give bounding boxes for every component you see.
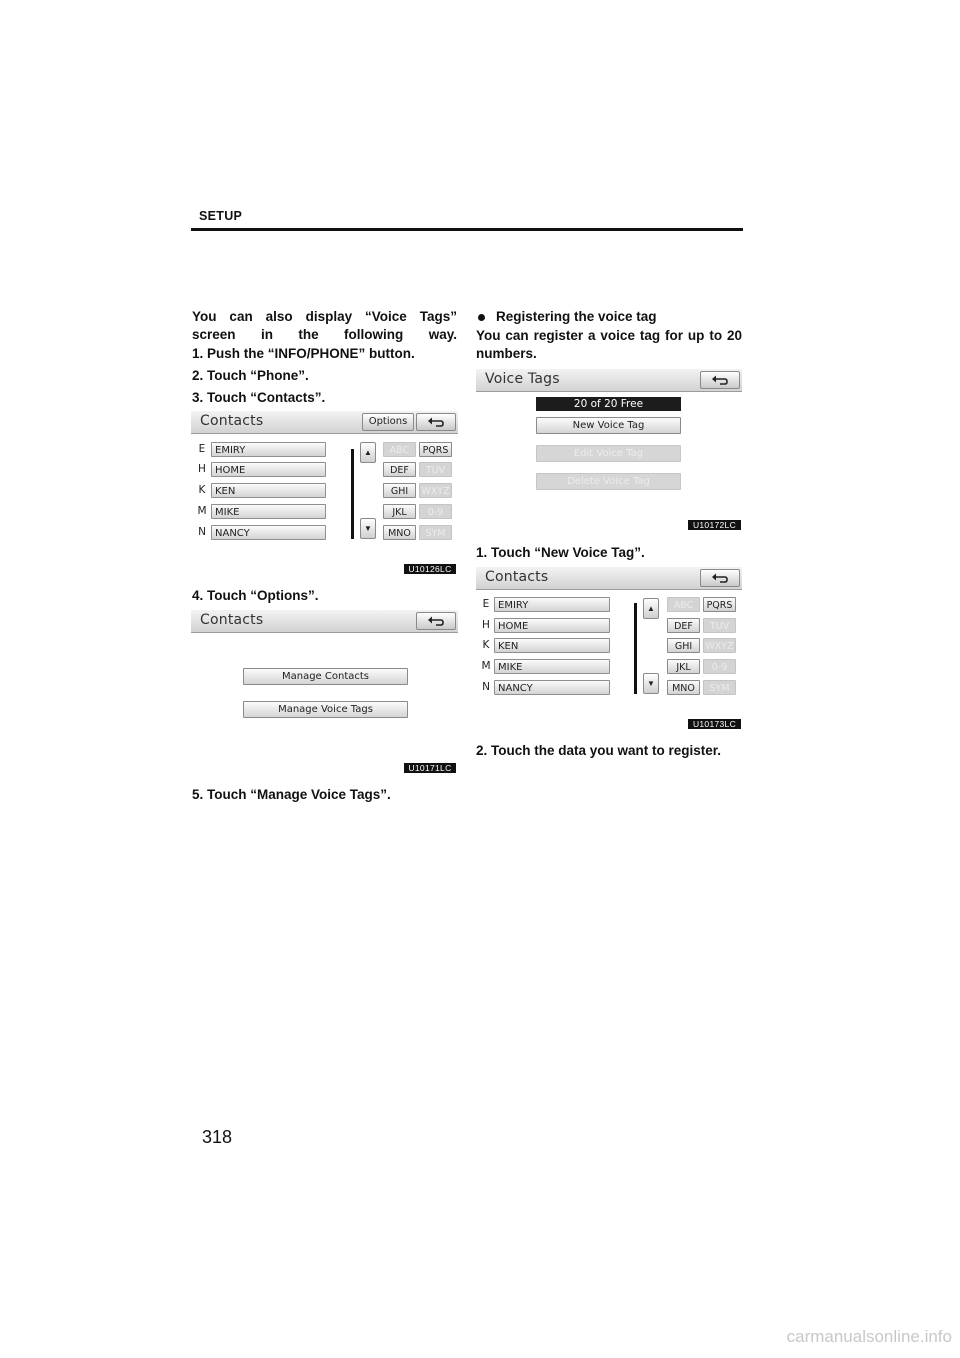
figure-code: U10172LC — [688, 520, 741, 530]
edit-voice-tag-button: Edit Voice Tag — [536, 445, 681, 462]
key-wxyz: WXYZ — [703, 638, 736, 653]
index-letter: E — [482, 598, 490, 610]
scrollbar[interactable] — [634, 603, 637, 694]
key-pqrs[interactable]: PQRS — [703, 597, 736, 612]
back-arrow-icon — [711, 374, 729, 385]
options-button[interactable]: Options — [362, 413, 414, 431]
key-0-9: 0-9 — [703, 659, 736, 674]
contact-entry-nancy[interactable]: NANCY — [494, 680, 610, 695]
key-jkl[interactable]: JKL — [667, 659, 700, 674]
index-letter: M — [481, 660, 491, 672]
scroll-up-button[interactable]: ▲ — [643, 598, 659, 619]
index-letter: N — [482, 681, 490, 693]
contact-entry-ken[interactable]: KEN — [494, 638, 610, 653]
key-sym: SYM — [703, 680, 736, 695]
key-ghi[interactable]: GHI — [667, 638, 700, 653]
key-abc: ABC — [667, 597, 700, 612]
step-1-touch-new-voice-tag: 1. Touch “New Voice Tag”. — [476, 545, 645, 560]
contact-entry-home[interactable]: HOME — [211, 462, 326, 477]
contact-entry-home[interactable]: HOME — [494, 618, 610, 633]
register-description: You can register a voice tag for up to 20 numbers. — [476, 328, 742, 361]
index-letter: M — [197, 505, 207, 517]
key-mno[interactable]: MNO — [383, 525, 416, 540]
key-jkl[interactable]: JKL — [383, 504, 416, 519]
contact-entry-emiry[interactable]: EMIRY — [494, 597, 610, 612]
step-2-touch-phone: 2. Touch “Phone”. — [192, 368, 309, 383]
contact-entry-mike[interactable]: MIKE — [494, 659, 610, 674]
delete-voice-tag-button: Delete Voice Tag — [536, 473, 681, 490]
contacts-titlebar — [191, 411, 458, 434]
heading-text: Registering the voice tag — [496, 309, 657, 324]
contact-entry-mike[interactable]: MIKE — [211, 504, 326, 519]
back-button[interactable] — [700, 569, 740, 587]
figure-code: U10171LC — [404, 763, 456, 773]
scroll-down-button[interactable]: ▼ — [643, 673, 659, 694]
key-tuv: TUV — [703, 618, 736, 633]
contacts-titlebar — [476, 567, 742, 590]
key-abc: ABC — [383, 442, 416, 457]
bullet-icon — [478, 314, 485, 321]
key-0-9: 0-9 — [419, 504, 452, 519]
index-letter: N — [198, 526, 206, 538]
back-arrow-icon — [427, 615, 445, 626]
key-wxyz: WXYZ — [419, 483, 452, 498]
back-button[interactable] — [416, 413, 456, 431]
screen-title: Contacts — [485, 569, 549, 585]
contact-entry-emiry[interactable]: EMIRY — [211, 442, 326, 457]
screen-title: Contacts — [200, 612, 264, 628]
step-2-touch-data: 2. Touch the data you want to register. — [476, 743, 722, 758]
section-heading — [476, 308, 657, 326]
key-ghi[interactable]: GHI — [383, 483, 416, 498]
step-3-touch-contacts: 3. Touch “Contacts”. — [192, 390, 326, 405]
index-letter: H — [198, 463, 206, 475]
contacts-screen-2 — [476, 567, 742, 705]
back-arrow-icon — [711, 572, 729, 583]
manage-contacts-button[interactable]: Manage Contacts — [243, 668, 408, 685]
index-letter: K — [198, 484, 206, 496]
back-arrow-icon — [427, 416, 445, 427]
scroll-down-button[interactable]: ▼ — [360, 518, 376, 539]
key-tuv: TUV — [419, 462, 452, 477]
page-number: 318 — [202, 1127, 233, 1147]
voice-tags-titlebar — [476, 369, 742, 392]
index-letter: E — [198, 443, 206, 455]
index-letter: K — [482, 639, 490, 651]
screen-title: Contacts — [200, 413, 264, 429]
key-pqrs[interactable]: PQRS — [419, 442, 452, 457]
manage-voice-tags-button[interactable]: Manage Voice Tags — [243, 701, 408, 718]
free-slots-status: 20 of 20 Free — [536, 397, 681, 411]
section-title: SETUP — [199, 209, 243, 223]
key-def[interactable]: DEF — [667, 618, 700, 633]
key-mno[interactable]: MNO — [667, 680, 700, 695]
step-5-touch-manage-voice-tags: 5. Touch “Manage Voice Tags”. — [192, 787, 391, 802]
key-sym: SYM — [419, 525, 452, 540]
screen-title: Voice Tags — [485, 371, 560, 387]
contacts-screen — [191, 411, 458, 549]
key-def[interactable]: DEF — [383, 462, 416, 477]
step-1-push-info-phone: 1. Push the “INFO/PHONE” button. — [192, 346, 415, 361]
header-rule — [191, 228, 743, 231]
options-titlebar — [191, 610, 458, 633]
intro-text: You can also display “Voice Tags” screen in the following way. — [192, 309, 457, 342]
scrollbar[interactable] — [351, 449, 354, 539]
figure-code: U10173LC — [688, 719, 741, 729]
contact-entry-nancy[interactable]: NANCY — [211, 525, 326, 540]
voice-tags-screen — [476, 369, 742, 497]
step-4-touch-options: 4. Touch “Options”. — [192, 588, 319, 603]
new-voice-tag-button[interactable]: New Voice Tag — [536, 417, 681, 434]
contact-entry-ken[interactable]: KEN — [211, 483, 326, 498]
figure-code: U10126LC — [404, 564, 456, 574]
options-screen — [191, 610, 458, 760]
index-letter: H — [482, 619, 490, 631]
back-button[interactable] — [700, 371, 740, 389]
scroll-up-button[interactable]: ▲ — [360, 442, 376, 463]
back-button[interactable] — [416, 612, 456, 630]
watermark: carmanualsonline.info — [786, 1327, 952, 1346]
